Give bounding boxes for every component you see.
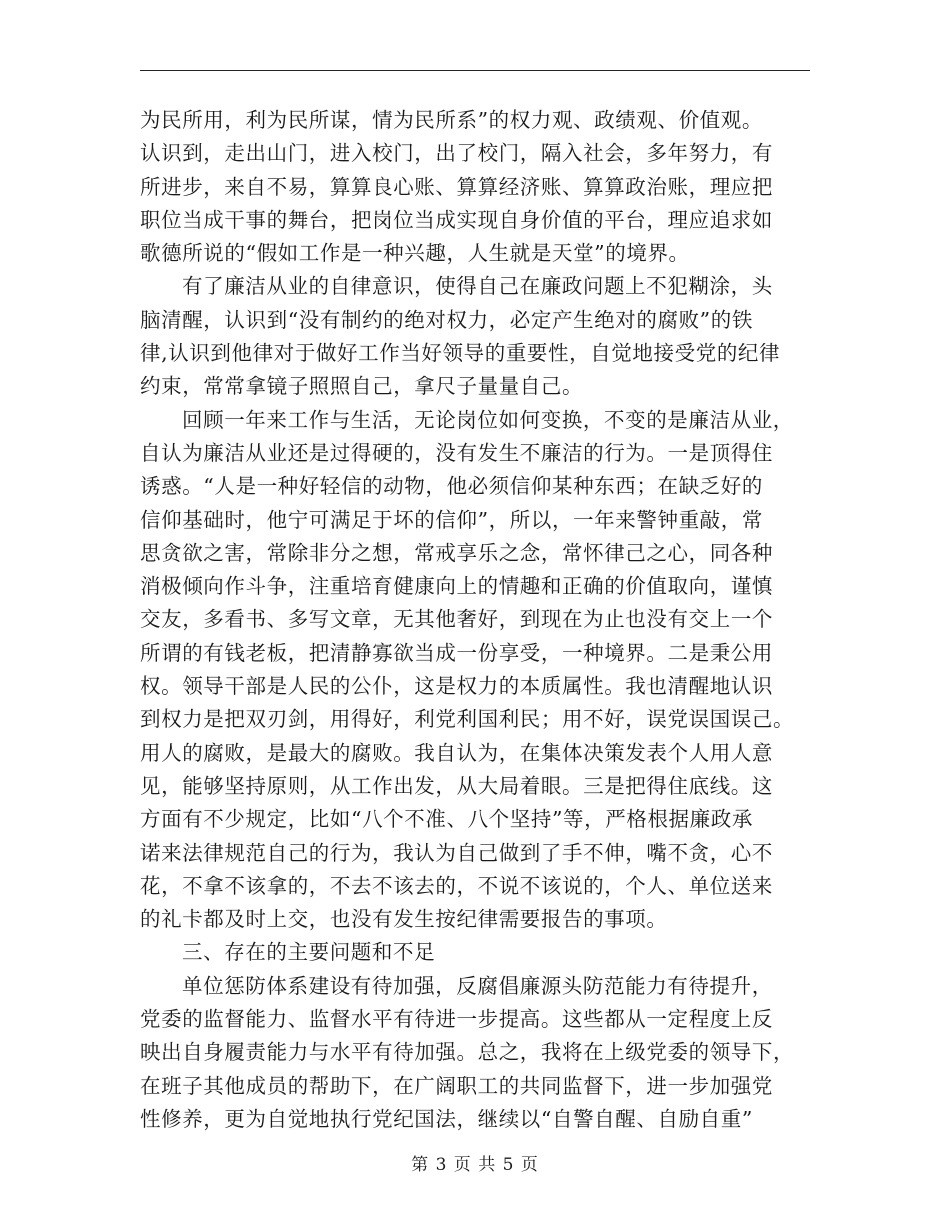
text-line: 信仰基础时，他宁可满足于坏的信仰”，所以，一年来警钟重敲，常: [140, 507, 763, 532]
paragraph-first-line: 回顾一年来工作与生活，无论岗位如何变换，不变的是廉洁从业，: [182, 407, 794, 432]
text-line: 约束，常常拿镜子照照自己，拿尺子量量自己。: [140, 374, 584, 399]
section-heading: 三、存在的主要问题和不足: [182, 940, 436, 965]
text-line: 用人的腐败，是最大的腐败。我自认为，在集体决策发表个人用人意: [140, 740, 773, 765]
page-number: 第 3 页 共 5 页: [411, 1155, 539, 1175]
text-line: 交友，多看书、多写文章，无其他奢好，到现在为止也没有交上一个: [140, 607, 773, 632]
text-line: 的礼卡都及时上交，也没有发生按纪律需要报告的事项。: [140, 907, 668, 932]
text-line: 所谓的有钱老板，把清静寡欲当成一份享受，一种境界。二是秉公用: [140, 640, 773, 665]
document-body: [140, 104, 812, 1136]
text-line: 诱惑。“人是一种好轻信的动物，他必须信仰某种东西；在缺乏好的: [140, 474, 763, 499]
text-line: 权。领导干部是人民的公仆，这是权力的本质属性。我也清醒地认识: [140, 674, 773, 699]
text-line: 律,认识到他律对于做好工作当好领导的重要性，自觉地接受党的纪律: [140, 341, 781, 366]
text-line: 诺来法律规范自己的行为，我认为自己做到了手不伸，嘴不贪，心不: [140, 840, 773, 865]
text-line: 自认为廉洁从业还是过得硬的，没有发生不廉洁的行为。一是顶得住: [140, 440, 773, 465]
text-line: 到权力是把双刃剑，用得好，利党利国利民；用不好，误党误国误己。: [140, 707, 795, 732]
text-line: 所进步，来自不易，算算良心账、算算经济账、算算政治账，理应把: [140, 174, 773, 199]
text-line: 脑清醒，认识到“没有制约的绝对权力，必定产生绝对的腐败”的铁: [140, 307, 753, 332]
text-line: 党委的监督能力、监督水平有待进一步提高。这些都从一定程度上反: [140, 1007, 773, 1032]
text-line: 歌德所说的“假如工作是一种兴趣，人生就是天堂”的境界。: [140, 241, 690, 266]
paragraph-first-line: 有了廉洁从业的自律意识，使得自己在廉政问题上不犯糊涂，头: [182, 274, 773, 299]
text-line: 思贪欲之害，常除非分之想，常戒享乐之念，常怀律己之心，同各种: [140, 540, 773, 565]
paragraph-first-line: 单位惩防体系建设有待加强，反腐倡廉源头防范能力有待提升，: [182, 973, 773, 998]
text-line: 职位当成干事的舞台，把岗位当成实现自身价值的平台，理应追求如: [140, 207, 773, 232]
header-rule: [140, 70, 810, 71]
text-line: 认识到，走出山门，进入校门，出了校门，隔入社会，多年努力，有: [140, 141, 773, 166]
text-line: 消极倾向作斗争，注重培育健康向上的情趣和正确的价值取向，谨慎: [140, 574, 773, 599]
text-line: 性修养，更为自觉地执行党纪国法，继续以“自警自醒、自励自重”: [140, 1106, 753, 1131]
text-line: 在班子其他成员的帮助下，在广阔职工的共同监督下，进一步加强党: [140, 1073, 773, 1098]
text-line: 方面有不少规定，比如“八个不准、八个坚持”等，严格根据廉政承: [140, 807, 753, 832]
text-line: 为民所用，利为民所谋，情为民所系”的权力观、政绩观、价值观。: [140, 108, 763, 132]
text-line: 映出自身履责能力与水平有待加强。总之，我将在上级党委的领导下，: [140, 1040, 795, 1065]
text-line: 花，不拿不该拿的，不去不该去的，不说不该说的，个人、单位送来: [140, 873, 773, 898]
text-line: 见，能够坚持原则，从工作出发，从大局着眼。三是把得住底线。这: [140, 773, 773, 798]
